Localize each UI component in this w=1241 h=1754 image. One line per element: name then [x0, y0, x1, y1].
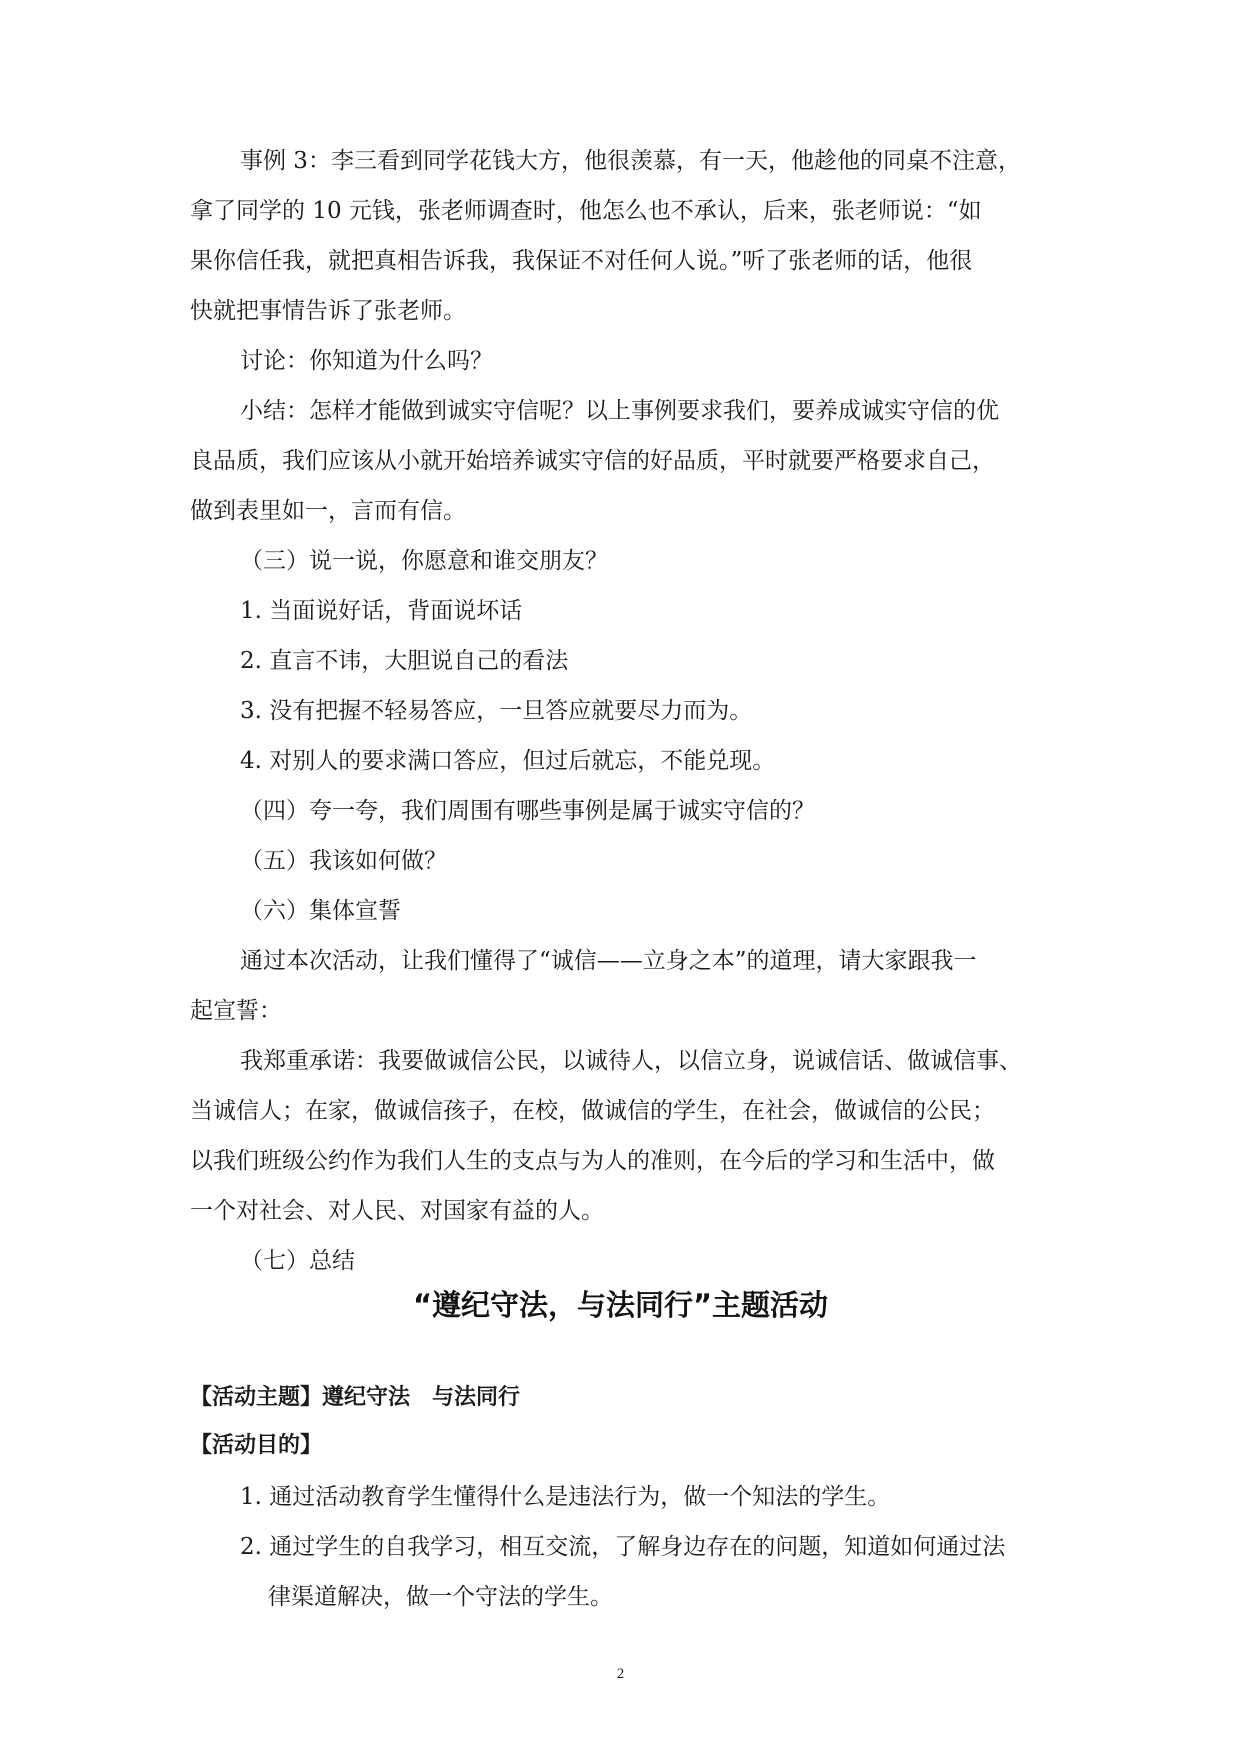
oath-line-3: 以我们班级公约作为我们人生的支点与为人的准则，在今后的学习和生活中，做 [190, 1148, 995, 1174]
page-number: 2 [616, 1666, 625, 1682]
section-3-item-3: 3. 没有把握不轻易答应，一旦答应就要尽力而为。 [240, 698, 753, 724]
section-3-item-4: 4. 对别人的要求满口答应，但过后就忘，不能兑现。 [240, 748, 776, 774]
summary-line-2: 良品质，我们应该从小就开始培养诚实守信的好品质，平时就要严格要求自己， [190, 448, 995, 474]
oath-line-1: 我郑重承诺：我要做诚信公民，以诚待人，以信立身，说诚信话、做诚信事、 [240, 1048, 1022, 1074]
section-3-item-2: 2. 直言不讳，大胆说自己的看法 [240, 648, 569, 674]
section-7-title: （七）总结 [240, 1248, 355, 1274]
purpose-item-1: 1. 通过活动教育学生懂得什么是违法行为，做一个知法的学生。 [240, 1484, 891, 1510]
activity-theme: 【活动主题】遵纪守法 与法同行 [190, 1385, 521, 1410]
purpose-item-2-line-2: 律渠道解决，做一个守法的学生。 [268, 1584, 613, 1610]
summary-line-3: 做到表里如一，言而有信。 [190, 498, 466, 524]
section-6-title: （六）集体宣誓 [240, 898, 401, 924]
example3-line-4: 快就把事情告诉了张老师。 [190, 298, 466, 324]
oath-line-2: 当诚信人；在家，做诚信孩子，在校，做诚信的学生，在社会，做诚信的公民； [190, 1098, 995, 1124]
section-5-title: （五）我该如何做？ [240, 848, 447, 874]
oath-line-4: 一个对社会、对人民、对国家有益的人。 [190, 1198, 604, 1224]
section-4-title: （四）夸一夸，我们周围有哪些事例是属于诚实守信的？ [240, 798, 815, 824]
activity-heading: “遵纪守法，与法同行”主题活动 [412, 1288, 829, 1322]
example3-line-2: 拿了同学的 10 元钱，张老师调查时，他怎么也不承认，后来，张老师说：“如 [190, 198, 982, 224]
example3-line-1: 事例 3：李三看到同学花钱大方，他很羡慕，有一天，他趁他的同桌不注意， [240, 148, 1021, 174]
oath-intro-line-1: 通过本次活动，让我们懂得了“诚信——立身之本”的道理，请大家跟我一 [240, 948, 977, 974]
oath-intro-line-2: 起宣誓： [190, 998, 282, 1024]
summary-line-1: 小结：怎样才能做到诚实守信呢？以上事例要求我们，要养成诚实守信的优 [240, 398, 999, 424]
section-3-item-1: 1. 当面说好话，背面说坏话 [240, 598, 523, 624]
example3-line-3: 果你信任我，就把真相告诉我，我保证不对任何人说。”听了张老师的话，他很 [190, 248, 973, 274]
activity-purpose-label: 【活动目的】 [190, 1433, 323, 1458]
purpose-item-2-line-1: 2. 通过学生的自我学习，相互交流，了解身边存在的问题，知道如何通过法 [240, 1534, 1006, 1560]
section-3-title: （三）说一说，你愿意和谁交朋友？ [240, 548, 608, 574]
discussion-prompt: 讨论：你知道为什么吗？ [240, 348, 493, 374]
